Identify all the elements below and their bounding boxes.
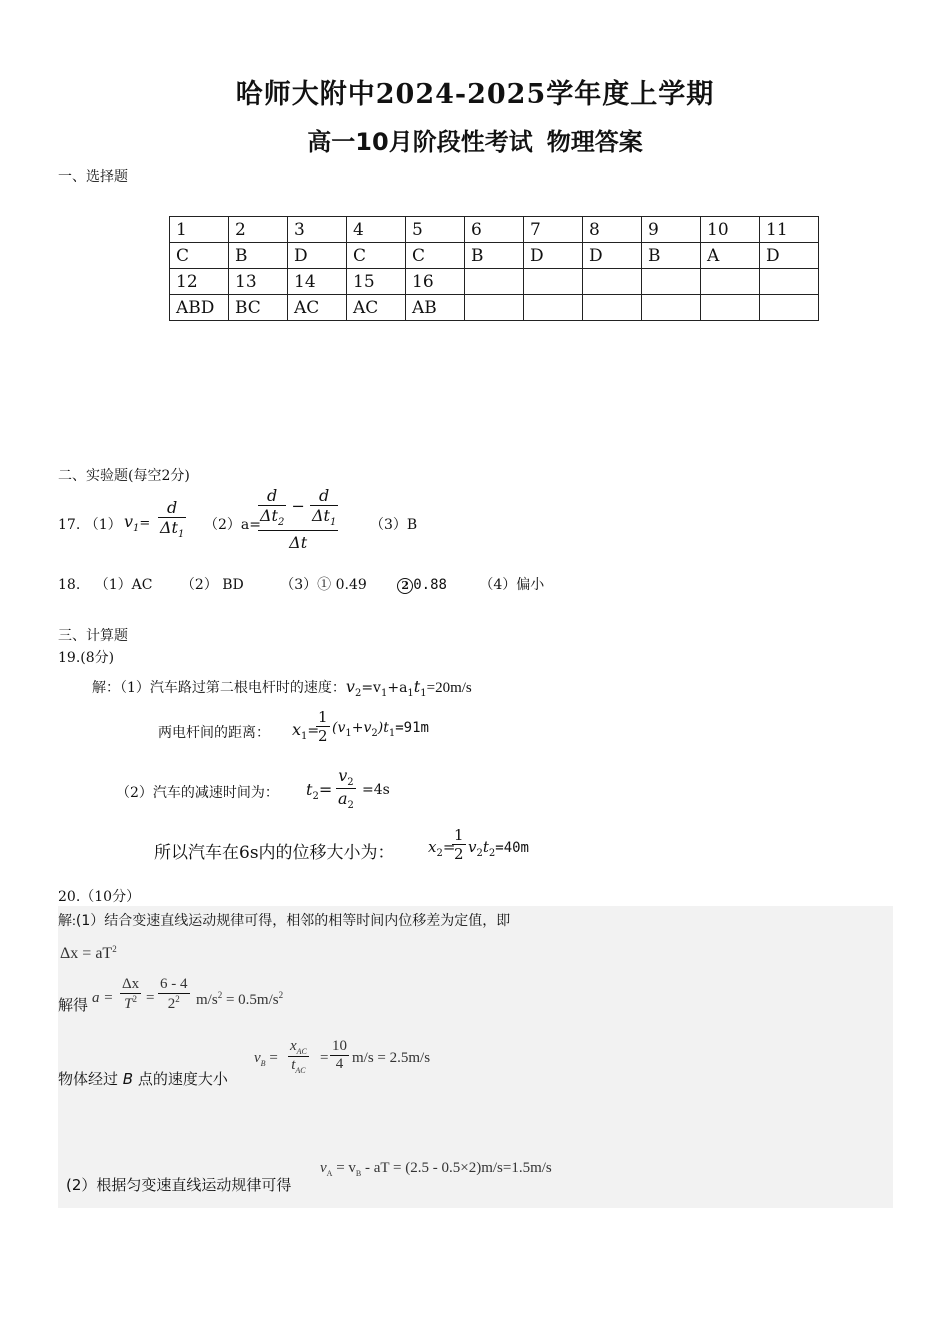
answer-table-cell: B — [465, 243, 524, 269]
answer-table-cell: 1 — [170, 217, 229, 243]
answer-table-cell: AC — [347, 295, 406, 321]
answer-table-cell: C — [406, 243, 465, 269]
q17-part3: （3）B — [370, 517, 418, 533]
answer-table-cell: 10 — [701, 217, 760, 243]
page-subtitle — [0, 122, 950, 157]
answer-table-cell — [465, 269, 524, 295]
answer-table-cell: AB — [406, 295, 465, 321]
q19-label: 19.(8分) — [58, 650, 115, 666]
q17-part2-label: （2）a= — [204, 517, 261, 533]
q17-label: 17. （1） — [58, 517, 122, 533]
q17-accel-fraction: $\frac{d}{\Delta t_2}$ − $\frac{d}{\Delta t_1}$ Δt — [260, 486, 337, 552]
answer-table-cell: C — [170, 243, 229, 269]
answer-table-cell — [701, 269, 760, 295]
answer-table — [169, 216, 819, 321]
answer-table-cell — [524, 295, 583, 321]
q18-part3b: 0.88 — [413, 577, 447, 593]
answer-table-cell: A — [701, 243, 760, 269]
answer-table-cell: D — [760, 243, 819, 269]
circled-two: 2 — [397, 578, 413, 594]
answer-table-cell: 13 — [229, 269, 288, 295]
answer-table-cell: B — [229, 243, 288, 269]
answer-table-cell — [760, 269, 819, 295]
answer-table-cell: 15 — [347, 269, 406, 295]
answer-table-cell — [642, 295, 701, 321]
answer-table-cell: ABD — [170, 295, 229, 321]
answer-table-cell — [583, 295, 642, 321]
subtitle-subject: 物理答案 — [546, 128, 643, 156]
q18-part4: （4）偏小 — [479, 577, 545, 593]
section2-heading: 二、实验题(每空2分) — [58, 468, 190, 484]
answer-table-cell: D — [288, 243, 347, 269]
answer-table-cell: 2 — [229, 217, 288, 243]
q20-label: 20.（10分） — [58, 889, 141, 905]
answer-table-cell: 5 — [406, 217, 465, 243]
answer-table-cell: 4 — [347, 217, 406, 243]
answer-table-row — [170, 295, 819, 321]
answer-table-cell: 12 — [170, 269, 229, 295]
subtitle-exam: 高一10月阶段性考试 — [307, 128, 533, 156]
q18-part1: （1）AC — [94, 577, 153, 593]
q19-line1: 解：（1）汽车路过第二根电杆时的速度：$v_2=v_1+a_1t_1=20m/s$ — [92, 677, 472, 699]
answer-table-cell — [583, 269, 642, 295]
q18-answer — [58, 574, 544, 594]
answer-table-cell — [524, 269, 583, 295]
answer-table-cell: B — [642, 243, 701, 269]
answer-table-row — [170, 243, 819, 269]
q20-line1: 解:(1）结合变速直线运动规律可得，相邻的相等时间内位移差为定值，即 — [58, 913, 511, 929]
answer-table-cell — [465, 295, 524, 321]
answer-table-cell: 7 — [524, 217, 583, 243]
answer-table-cell: AC — [288, 295, 347, 321]
answer-table-cell: 3 — [288, 217, 347, 243]
q18-part2: （2） BD — [180, 577, 244, 593]
answer-table-cell: D — [583, 243, 642, 269]
answer-table-cell: 11 — [760, 217, 819, 243]
q17-v1: $v_1=$ — [124, 512, 151, 534]
answer-table-cell: 16 — [406, 269, 465, 295]
answer-table-cell: D — [524, 243, 583, 269]
answer-table-cell: 14 — [288, 269, 347, 295]
answer-table-cell — [760, 295, 819, 321]
page-title: 哈师大附中2024-2025学年度上学期 — [235, 79, 715, 110]
answer-table-cell: 9 — [642, 217, 701, 243]
answer-table-cell — [701, 295, 760, 321]
section1-heading: 一、选择题 — [58, 169, 128, 185]
q18-label: 18. — [58, 577, 81, 593]
answer-table-row — [170, 269, 819, 295]
section3-heading: 三、计算题 — [58, 628, 128, 644]
q20-eq1: $\Delta x = aT^2$ — [60, 944, 117, 962]
answer-table-cell: C — [347, 243, 406, 269]
answer-table-cell: BC — [229, 295, 288, 321]
q18-part3: （3）① 0.49 — [280, 577, 367, 593]
q17-v1-fraction: $\frac{d}{\Delta t_1}$ — [160, 498, 185, 540]
answer-table-cell — [642, 269, 701, 295]
answer-table-cell: 6 — [465, 217, 524, 243]
answer-table-cell: 8 — [583, 217, 642, 243]
answer-table-row — [170, 217, 819, 243]
